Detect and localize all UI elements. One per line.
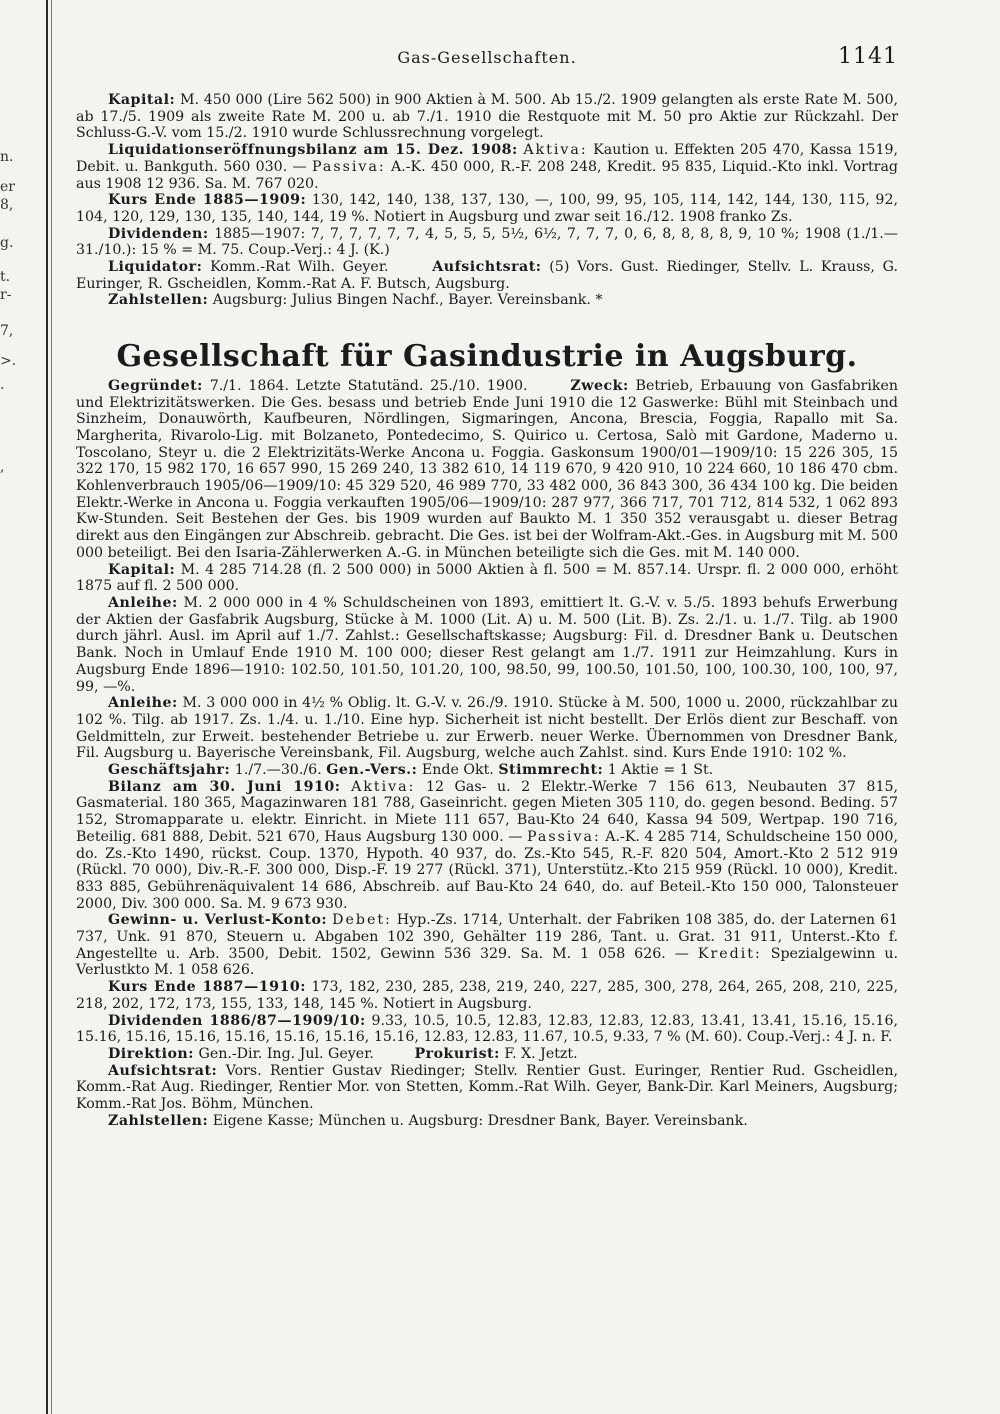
genvers-text: Ende Okt. (421, 762, 494, 779)
prev-kapital-text: M. 450 000 (Lire 562 500) in 900 Aktien à M. 500. Ab 15./2. 1909 gelangten als erste Rate M. 500, ab 17./5. 1909 als zweite Rate M. 200 u. ab 7./1. 1910 die Restquote mit M. 50 pro Aktie zur Rückzahl. Der Schluss-G.-V. vom 15./2. 1910 wurde Schlussrechnung vorgelegt. (76, 92, 898, 142)
prev-zahlstellen-label: Zahlstellen: (108, 292, 209, 309)
stimmrecht-label: Stimmrecht: (498, 762, 604, 779)
geschaeftsjahr-line (76, 762, 898, 779)
margin-fragment: . (0, 377, 5, 393)
prev-kurs-text: 130, 142, 140, 138, 137, 130, —, 100, 99, 95, 105, 114, 142, 144, 130, 115, 92, 104, 120, 129, 130, 135, 140, 144, 19 %. Notiert in Augsburg und zwar seit 16./12. 1908 franko Zs. (76, 192, 898, 225)
margin-fragment: n. (0, 149, 14, 165)
margin-fragment: , (0, 459, 5, 475)
anleihe-1893-label: Anleihe: (108, 594, 178, 611)
prev-zahlstellen (76, 292, 898, 309)
page-body (76, 92, 898, 1129)
guv-debet-label: Debet: (332, 912, 392, 929)
prev-aufsichtsrat-text: (5) Vors. Gust. Riedinger, Stellv. L. Krauss, G. Euringer, R. Gscheidlen, Komm.-Rat A. F. Butsch, Augsburg. (76, 259, 898, 292)
guv-label: Gewinn- u. Verlust-Konto: (108, 912, 328, 929)
binding-edge-line-thin (51, 0, 52, 1414)
prokurist-text: F. X. Jetzt. (504, 1045, 578, 1062)
direktion-label: Direktion: (108, 1045, 194, 1062)
prev-kurs (76, 192, 898, 225)
bilanz-aktiva-label: Aktiva: (351, 778, 416, 795)
bilanz-aktiva-text: 12 Gas- u. 2 Elektr.-Werke 7 156 613, Neubauten 37 815, Gasmaterial. 180 365, Magazinwaren 181 788, Gaseinricht. gegen Mieten 305 110, do. gegen besond. Beding. 57 152, Stromapparate u. elektr. Einricht. in Miete 111 657, Bau-Kto 24 640, Kassa 94 509, Wertpap. 190 716, Beteilig. 681 888, Debit. 521 670, Haus Augsburg 130 000. — (76, 778, 899, 845)
dividenden-label: Dividenden 1886/87—1909/10: (108, 1012, 366, 1029)
prev-dividenden-label: Dividenden: (108, 225, 209, 242)
guv-kredit-label: Kredit: (697, 945, 762, 962)
prev-bilanz-label: Liquidationseröffnungsbilanz am 15. Dez. 1908: (108, 142, 518, 159)
zweck-text: Betrieb, Erbauung von Gasfabriken und Elektrizitätswerken. Die Ges. besass und betrieb Ende Juni 1910 die 12 Gaswerke: Bühl mit Steinbach und Sinzheim, Donauwörth, Kaufbeuren, Nördlingen, Sigmaringen, Ancona, Brescia, Foggia, Rapallo mit Sa. Margherita, Rivarolo-Lig. mit Bolzaneto, Pontedecimo, S. Quirico u. Certosa, Salò mit Gardone, Maderno u. Toscolano, Steyr u. die 2 Elektrizitäts-Werke Ancona u. Foggia. Gaskonsum 1900/01—1909/10: 15 226 305, 15 322 170, 15 982 170, 16 657 990, 15 269 240, 13 382 610, 14 119 670, 9 420 910, 10 224 660, 10 186 470 cbm. Kohlenverbrauch 1905/06—1909/10: 45 329 520, 46 989 770, 33 482 000, 36 843 300, 36 434 100 kg. Die beiden Elektr.-Werke in Ancona u. Foggia verkauften 1905/06—1909/10: 287 977, 366 717, 701 712, 814 532, 1 062 893 Kw-Stunden. Seit Bestehen der Ges. bis 1909 wurden auf Baukto M. 1 350 352 verausgabt u. dieser Betrag direkt aus den Eingängen zur Abschreib. gebracht. Die Ges. ist bei der Wolfram-Akt.-Ges. in Augsburg mit M. 500 000 beteiligt. Bei den Isaria-Zählerwerken A.-G. in München beteiligte sich die Ges. mit M. 140 000. (76, 377, 898, 561)
prev-liquidator-text: Komm.-Rat Wilh. Geyer. (210, 259, 389, 276)
prev-liquidator-label: Liquidator: (108, 259, 203, 276)
prev-liquidator-aufsichtsrat (76, 259, 898, 292)
aufsichtsrat (76, 1063, 898, 1113)
anleihe-1910-text: M. 3 000 000 in 4½ % Oblig. lt. G.-V. v. 26./9. 1910. Stücke à M. 500, 1000 u. 2000, rückzahlbar zu 102 %. Tilg. ab 1917. Zs. 1./4. u. 1./10. Eine hyp. Sicherheit ist nicht bestellt. Der Erlös dient zur Beschaff. von Geldmitteln, zur Erweit. bestehender Betriebe u. zur Erwerb. neuer Werke. Übernommen von Dresdner Bank, Fil. Augsburg u. Bayerische Vereinsbank, Fil. Augsburg, welche auch Zahlst. sind. Kurs Ende 1910: 102 %. (76, 695, 898, 762)
zahlstellen (76, 1113, 898, 1130)
gegruendet-label: Gegründet: (108, 377, 203, 394)
zweck-label: Zweck: (570, 377, 629, 394)
kapital-text: M. 4 285 714.28 (fl. 2 500 000) in 5000 Aktien à fl. 500 = M. 857.14. Urspr. fl. 2 000 000, erhöht 1875 auf fl. 2 500 000. (76, 561, 898, 595)
margin-fragment: r- (0, 287, 12, 303)
zahlstellen-text: Eigene Kasse; München u. Augsburg: Dresdner Bank, Bayer. Vereinsbank. (212, 1112, 748, 1129)
bilanz (76, 779, 898, 913)
margin-fragment: t. (0, 269, 11, 285)
margin-fragment: 7, (0, 323, 14, 339)
margin-fragment: >. (0, 353, 17, 369)
prokurist-label: Prokurist: (414, 1045, 500, 1062)
bilanz-passiva-text: A.-K. 4 285 714, Schuldscheine 150 000, do. Zs.-Kto 1490, rückst. Coup. 1370, Hypoth. 40 937, do. Zs.-Kto 545, R.-F. 820 504, Amort.-Kto 2 512 919 (Rückl. 70 000), Div.-R.-F. 300 000, Disp.-F. 19 277 (Rückl. 371), Unterstütz.-Kto 215 959 (Rückl. 10 000), Kredit. 833 885, Gebührenäquivalent 14 686, Abschreib. auf Bau-Kto 24 640, do. auf Beteil.-Kto 150 000, Talonsteuer 2000, Div. 300 000. Sa. M. 9 673 930. (76, 828, 898, 912)
aufsichtsrat-label: Aufsichtsrat: (108, 1062, 218, 1079)
margin-fragment: er (0, 179, 15, 195)
margin-fragment: g. (0, 235, 14, 251)
geschaeftsjahr-text: 1./7.—30./6. (234, 762, 322, 779)
zahlstellen-label: Zahlstellen: (108, 1112, 209, 1129)
margin-fragment: 8, (0, 197, 14, 213)
page-number: 1141 (838, 44, 898, 69)
aufsichtsrat-text: Vors. Rentier Gustav Riedinger; Stellv. Rentier Gust. Euringer, Rentier Rud. Gscheidlen, Komm.-Rat Aug. Riedinger, Rentier Mor. von Stetten, Komm.-Rat Wilh. Geyer, Bank-Dir. Karl Meiners, Augsburg; Komm.-Rat Jos. Böhm, München. (76, 1062, 898, 1113)
stimmrecht-text: 1 Aktie = 1 St. (607, 762, 714, 779)
prev-kapital (76, 92, 898, 142)
direktion-text: Gen.-Dir. Ing. Jul. Geyer. (198, 1045, 374, 1062)
kurs-text: 173, 182, 230, 285, 238, 219, 240, 227, 285, 300, 278, 264, 265, 208, 210, 225, 218, 202, 172, 173, 155, 133, 148, 145 %. Notiert in Augsburg. (76, 979, 899, 1012)
company-title: Gesellschaft für Gasindustrie in Augsburg. (116, 339, 858, 375)
anleihe-1910 (76, 695, 898, 762)
prev-dividenden-text: 1885—1907: 7, 7, 7, 7, 7, 7, 4, 5, 5, 5, 5½, 6½, 7, 7, 7, 0, 6, 8, 8, 8, 8, 9, 10 %; 1908 (1./1.—31./10.): 15 % = M. 75. Coup.-Verj.: 4 J. (K.) (76, 225, 898, 259)
prev-zahlstellen-text: Augsburg: Julius Bingen Nachf., Bayer. Vereinsbank. * (212, 292, 603, 309)
prev-aufsichtsrat-label: Aufsichtsrat: (432, 259, 542, 276)
anleihe-1893 (76, 595, 898, 695)
dividenden-text: 9.33, 10.5, 10.5, 12.83, 12.83, 12.83, 12.83, 13.41, 13.41, 15.16, 15.16, 15.16, 15.16, 15.16, 15.16, 15.16, 15.16, 15.16, 12.83, 12.83, 11.67, 10.5, 9.33, 7 % (M. 60). Coup.-Verj.: 4 J. n. F. (76, 1012, 898, 1046)
anleihe-1893-text: M. 2 000 000 in 4 % Schuldscheinen von 1893, emittiert lt. G.-V. v. 5./5. 1893 behufs Erwerbung der Aktien der Gasfabrik Augsburg, Stücke à M. 1000 (Lit. A) u. M. 500 (Lit. B). Zs. 2./1. u. 1./7. Tilg. ab 1900 durch jährl. Ausl. im April auf 1./7. Zahlst.: Gesellschaftskasse; Augsburg: Fil. d. Dresdner Bank u. Deutschen Bank. Noch in Umlauf Ende 1910 M. 100 000; dieser Rest gelangt am 1./7. 1911 zur Heimzahlung. Kurs in Augsburg Ende 1896—1910: 102.50, 101.50, 101.20, 100, 98.50, 99, 100.50, 101.50, 100, 100.30, 100, 100, 97, 99, —%. (76, 594, 899, 695)
kapital-label: Kapital: (108, 561, 176, 578)
prev-aktiva-text: Kaution u. Effekten 205 470, Kassa 1519, Debit. u. Bankguth. 560 030. — (76, 142, 899, 175)
guv-debet-text: Hyp.-Zs. 1714, Unterhalt. der Fabriken 108 385, do. der Laternen 61 737, Unk. 91 870, Steuern u. Abgaben 102 390, Gehälter 119 286, Tant. u. Grat. 31 911, Unterst.-Kto f. Angestellte u. Arb. 3500, Debit. 1502, Gewinn 536 329. Sa. M. 1 058 626. — (76, 912, 898, 962)
kurs-label: Kurs Ende 1887—1910: (108, 979, 306, 996)
gegruendet-text: 7./1. 1864. Letzte Statutänd. 25./10. 1900. (209, 377, 528, 394)
running-title: Gas-Gesellschaften. (397, 48, 577, 67)
prev-bilanz (76, 142, 898, 192)
kapital (76, 562, 898, 595)
anleihe-1910-label: Anleihe: (108, 695, 178, 712)
gegruendet-zweck (76, 378, 898, 562)
prev-aktiva-label: Aktiva: (523, 142, 588, 159)
bilanz-passiva-label: Passiva: (527, 828, 601, 845)
bilanz-label: Bilanz am 30. Juni 1910: (108, 778, 341, 795)
running-header (76, 44, 898, 74)
binding-edge-line (46, 0, 48, 1414)
prev-passiva-label: Passiva: (311, 158, 386, 175)
prev-passiva-text: A.-K. 450 000, R.-F. 208 248, Kredit. 95 835, Liquid.-Kto inkl. Vortrag aus 1908 12 936. Sa. M. 767 020. (76, 158, 898, 192)
prev-kurs-label: Kurs Ende 1885—1909: (108, 192, 307, 209)
guv-kredit-text: Spezialgewinn u. Verlustkto M. 1 058 626. (76, 945, 898, 979)
gewinn-verlust-konto (76, 912, 898, 979)
genvers-label: Gen.-Vers.: (326, 762, 418, 779)
prev-dividenden (76, 226, 898, 259)
direktion-prokurist (76, 1046, 898, 1063)
prev-kapital-label: Kapital: (108, 92, 176, 108)
geschaeftsjahr-label: Geschäftsjahr: (108, 762, 231, 779)
kurs (76, 979, 898, 1012)
dividenden (76, 1013, 898, 1046)
